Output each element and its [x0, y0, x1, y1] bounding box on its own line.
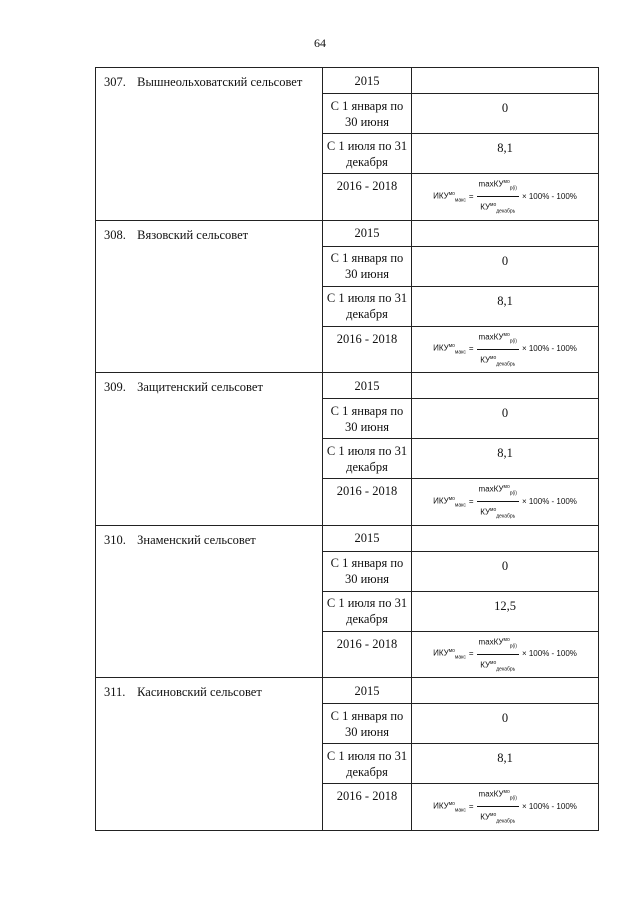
formula-tail: × 100% - 100%	[521, 344, 577, 354]
settlement-name: Знаменский сельсовет	[137, 532, 256, 547]
formula-fraction: $\frac{\max КУ^{мо}_{р(i)}}{КУ^{мо}_{декабрь}}$	[477, 632, 519, 678]
value-first-half: 0	[412, 246, 599, 286]
row-number: 308.	[104, 227, 126, 242]
settlement-name: Вязовский сельсовет	[137, 227, 249, 242]
year-cell: 2015	[323, 525, 412, 551]
range-cell: 2016 - 2018	[323, 784, 412, 831]
period-first-half: С 1 января по 30 июня	[323, 551, 412, 591]
period-first-half: С 1 января по 30 июня	[323, 94, 412, 134]
formula-eq: =	[468, 191, 474, 201]
year-value-cell	[412, 373, 599, 399]
range-cell: 2016 - 2018	[323, 326, 412, 373]
row-number: 310.	[104, 532, 126, 547]
table-row	[96, 68, 599, 94]
value-first-half: 0	[412, 704, 599, 744]
formula	[412, 632, 598, 678]
formula-tail: × 100% - 100%	[521, 191, 577, 201]
formula-cell	[412, 174, 599, 221]
settlement-cell	[96, 68, 323, 221]
formula-cell	[412, 326, 599, 373]
formula-eq: =	[468, 801, 474, 811]
value-second-half: 8,1	[412, 439, 599, 479]
formula-tail: × 100% - 100%	[521, 496, 577, 506]
row-number: 309.	[104, 380, 126, 394]
range-cell: 2016 - 2018	[323, 479, 412, 526]
formula-fraction: $\frac{\max КУ^{мо}_{р(i)}}{КУ^{мо}_{декабрь}}$	[477, 784, 519, 830]
settlement-name: Касиновский сельсовет	[137, 685, 262, 699]
settlement-cell	[96, 373, 323, 526]
formula-tail: × 100% - 100%	[521, 649, 577, 659]
year-cell: 2015	[323, 373, 412, 399]
formula-tail: × 100% - 100%	[521, 801, 577, 811]
formula-cell	[412, 784, 599, 831]
formula	[412, 784, 598, 830]
year-cell: 2015	[323, 220, 412, 246]
settlement-cell	[96, 525, 323, 678]
formula-fraction: $\frac{\max КУ^{мо}_{р(i)}}{КУ^{мо}_{декабрь}}$	[477, 174, 519, 220]
period-first-half: С 1 января по 30 июня	[323, 704, 412, 744]
formula-fraction: $\frac{\max КУ^{мо}_{р(i)}}{КУ^{мо}_{декабрь}}$	[477, 327, 519, 373]
formula-fraction: $\frac{\max КУ^{мо}_{р(i)}}{КУ^{мо}_{декабрь}}$	[477, 479, 519, 525]
settlement-cell	[96, 220, 323, 373]
value-first-half: 0	[412, 399, 599, 439]
settlement-name: Защитенский сельсовет	[137, 380, 263, 394]
row-number: 311.	[104, 685, 126, 699]
period-second-half: С 1 июля по 31 декабря	[323, 591, 412, 631]
period-first-half: С 1 января по 30 июня	[323, 246, 412, 286]
formula-cell	[412, 479, 599, 526]
page-number: 64	[314, 36, 326, 50]
value-first-half: 0	[412, 94, 599, 134]
period-second-half: С 1 июля по 31 декабря	[323, 439, 412, 479]
settlement-cell	[96, 678, 323, 831]
value-second-half: 12,5	[412, 591, 599, 631]
formula-lhs: $ИКУ^{мо}_{макс}$	[433, 800, 466, 813]
table-row	[96, 678, 599, 704]
formula-lhs: $ИКУ^{мо}_{макс}$	[433, 343, 466, 356]
value-second-half: 8,1	[412, 744, 599, 784]
year-value-cell	[412, 68, 599, 94]
year-value-cell	[412, 525, 599, 551]
formula-lhs: $ИКУ^{мо}_{макс}$	[433, 648, 466, 661]
settlement-name: Вышнеольховатский сельсовет	[137, 75, 303, 89]
formula	[412, 327, 598, 373]
period-second-half: С 1 июля по 31 декабря	[323, 286, 412, 326]
formula	[412, 174, 598, 220]
range-cell: 2016 - 2018	[323, 631, 412, 678]
year-value-cell	[412, 220, 599, 246]
formula-eq: =	[468, 496, 474, 506]
year-cell: 2015	[323, 68, 412, 94]
year-cell: 2015	[323, 678, 412, 704]
period-first-half: С 1 января по 30 июня	[323, 399, 412, 439]
formula-eq: =	[468, 649, 474, 659]
period-second-half: С 1 июля по 31 декабря	[323, 134, 412, 174]
formula-eq: =	[468, 344, 474, 354]
table-row	[96, 525, 599, 551]
value-second-half: 8,1	[412, 134, 599, 174]
value-first-half: 0	[412, 551, 599, 591]
year-value-cell	[412, 678, 599, 704]
formula-lhs: $ИКУ^{мо}_{макс}$	[433, 190, 466, 203]
formula-cell	[412, 631, 599, 678]
table-row	[96, 220, 599, 246]
row-number: 307.	[104, 75, 126, 89]
formula	[412, 479, 598, 525]
formula-lhs: $ИКУ^{мо}_{макс}$	[433, 495, 466, 508]
period-second-half: С 1 июля по 31 декабря	[323, 744, 412, 784]
value-second-half: 8,1	[412, 286, 599, 326]
table-row	[96, 373, 599, 399]
range-cell: 2016 - 2018	[323, 174, 412, 221]
tariff-table	[95, 67, 599, 831]
